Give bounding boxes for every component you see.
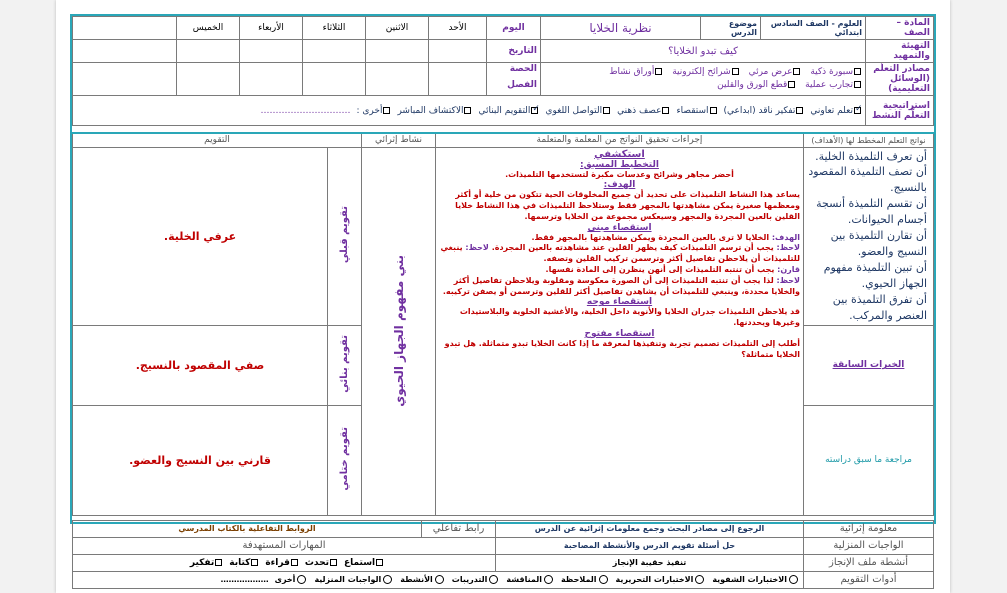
evaluation-type-2: تقويم ختامي xyxy=(339,426,350,491)
strategy-checkbox[interactable] xyxy=(662,107,669,114)
tool-radio[interactable] xyxy=(297,575,306,584)
lesson-plan-frame xyxy=(70,14,936,586)
compare-text: يجب أن تنتبه التلميذات إلى أنهن ينظرن إلى المادة نفسها. xyxy=(545,265,775,275)
note1-label: لاحظ: xyxy=(776,243,800,253)
skill-checkbox[interactable] xyxy=(376,559,383,566)
goal-item: أن تقسم التلميذة أنسجة أجسام الحيوانات. xyxy=(816,197,927,227)
portfolio-label: أنشطة ملف الإنجاز xyxy=(804,554,934,571)
activity-cell xyxy=(362,147,436,515)
skill-option xyxy=(305,558,338,568)
guided-title: استقصاء مبني xyxy=(587,222,652,233)
resource-item: قطع الورق والقلين xyxy=(717,80,788,90)
tool-option xyxy=(506,575,555,584)
skill-label: استماع xyxy=(343,557,376,568)
directed-title: استقصاء موجه xyxy=(586,297,653,308)
tool-radio[interactable] xyxy=(789,575,798,584)
resources-list xyxy=(541,63,866,96)
day-header-3: الثلاثاء xyxy=(303,17,366,40)
note2-text: ينبغي للتلميذات أن يلاحظن تفاصيل أكثر وترسمن تركيب القلين وتصفه. xyxy=(440,243,800,264)
activity-text: بني مفهوم الجهاز الحيوي xyxy=(391,255,406,407)
strategies-list xyxy=(73,96,866,126)
tool-label: التدريبات xyxy=(451,575,488,585)
tool-other-dots: ……………… xyxy=(220,575,269,585)
goals-column-header: نواتج التعلم المخطط لها (الأهداف) xyxy=(804,133,934,147)
period-label: الحصة xyxy=(509,64,537,74)
tool-label: الملاحظة xyxy=(560,575,597,585)
resource-checkbox[interactable] xyxy=(793,68,800,75)
strategy-label: الاكتشاف المباشر xyxy=(397,105,464,116)
evaluation-column-header: التقويم xyxy=(73,133,362,147)
footer-table xyxy=(72,520,934,589)
evaluation-type-1: تقويم بنائي xyxy=(339,334,350,393)
tool-option xyxy=(400,575,446,584)
strategy-other-dots: ………………………… xyxy=(260,105,351,116)
skill-option xyxy=(229,558,259,568)
guided-goal-text: الخلايا لا ترى بالعين المجردة ويمكن مشاهدتها بالمجهر فقط. xyxy=(531,232,770,242)
strategy-checkbox[interactable] xyxy=(464,107,471,114)
evaluation-question-1: صفي المقصود بالنسيج. xyxy=(73,325,328,405)
tool-option xyxy=(275,575,309,584)
resource-checkbox[interactable] xyxy=(854,68,861,75)
homework-value: حل أسئلة تقويم الدرس والأنشطة المصاحبة xyxy=(496,537,804,554)
goal-text: يساعد هذا النشاط التلميذات على تحديد أن جميع المخلوقات الحية تتكون من خلية أو أكثر ومعظمها صغيرة يمكن مشاهدتها بالمجهر فقط وستلاحظ التلميذات في هذا النشاط خلايا القلين بالعين المجردة والمجهر وسيعكس مجموعة من الخلايا وترسمها. xyxy=(455,190,800,221)
tool-option xyxy=(712,575,800,584)
subject-value: العلوم - الصف السادس ابتدائي xyxy=(761,17,866,40)
day-header-2: الاثنين xyxy=(366,17,429,40)
strategy-label: تفكير ناقد (ابداعي) xyxy=(723,105,796,116)
enrichment-value: الرجوع إلى مصادر البحث وجمع معلومات إثرائية عن الدرس xyxy=(496,520,804,537)
day-header-4: الأربعاء xyxy=(240,17,303,40)
note2-label: لاحظ: xyxy=(465,243,489,253)
tool-radio[interactable] xyxy=(599,575,608,584)
tool-label: الواجبات المنزلية xyxy=(314,575,382,585)
page-sheet xyxy=(56,0,950,593)
strategy-checkbox[interactable] xyxy=(796,107,803,114)
resource-item: أوراق نشاط xyxy=(609,66,655,77)
guided-goal-label: الهدف: xyxy=(771,232,800,242)
tool-option xyxy=(561,575,610,584)
strategy-checkbox[interactable] xyxy=(531,107,538,114)
goal-item: أن تفرق التلميذة بين العنصر والمركب. xyxy=(832,292,927,322)
resource-checkbox[interactable] xyxy=(732,68,739,75)
strategy-checkbox[interactable] xyxy=(603,107,610,114)
strategy-checkbox[interactable] xyxy=(383,107,390,114)
goals-cell xyxy=(804,147,934,325)
strategy-label: عصف ذهني xyxy=(617,105,662,116)
evaluation-question-0: عرفي الخلية. xyxy=(73,147,328,325)
evaluation-type-cell xyxy=(328,147,362,325)
evaluation-question-2: قارني بين النسيج والعضو. xyxy=(73,405,328,515)
strategy-option xyxy=(545,106,611,116)
tool-label: المناقشة xyxy=(506,575,542,585)
resource-item: سبورة ذكية xyxy=(810,66,853,77)
day-header-1: الأحد xyxy=(429,17,487,40)
goal-item: أن تعرف التلميذة الخلية. xyxy=(815,149,927,163)
tool-option xyxy=(314,575,394,584)
note3-text: لذا يجب أن تنتبه التلميذات إلى أن الصورة معكوسة ومقلوبة ويلاحظن تفاصيل أكثر والخلايا محددة، وينبغي للتلميذات أن يشاهدن تفاصيل أكثر للقلين وترسمن أو يصفن تركيبه. xyxy=(442,275,800,296)
tool-radio[interactable] xyxy=(544,575,553,584)
resource-item: تجارب عملية xyxy=(805,80,853,90)
strategy-label: التواصل اللغوي xyxy=(545,105,603,116)
skill-option xyxy=(344,558,384,568)
goal-title: الهدف: xyxy=(603,180,636,191)
skills-label: المهارات المستهدفة xyxy=(73,537,496,554)
enrichment-label: معلومة إثرائية xyxy=(804,520,934,537)
skill-checkbox[interactable] xyxy=(330,559,337,566)
strategies-label: استراتيجية التعلّم النشط xyxy=(866,96,934,126)
tool-label: أخرى xyxy=(274,575,296,585)
tool-radio[interactable] xyxy=(489,575,498,584)
lesson-value: نظرية الخلايا xyxy=(541,17,701,40)
evaluation-type-cell xyxy=(328,325,362,405)
prior-label: الخبرات السابقة xyxy=(804,325,934,405)
tool-label: الاختبارات التحريرية xyxy=(615,575,694,585)
strategy-checkbox[interactable] xyxy=(710,107,717,114)
skill-label: كتابة xyxy=(229,557,251,568)
strategy-label: استقصاء xyxy=(676,105,709,116)
main-table xyxy=(72,132,934,516)
strategy-option xyxy=(724,106,805,116)
goal-item: أن تقارن التلميذة بين النسيج والعضو. xyxy=(830,229,927,259)
skill-checkbox[interactable] xyxy=(291,559,298,566)
interactive-value[interactable]: الروابط التفاعلية بالكتاب المدرسي xyxy=(73,520,422,537)
skill-checkbox[interactable] xyxy=(251,559,258,566)
open-title: استقصاء مفتوح xyxy=(584,329,655,340)
skill-label: تفكير xyxy=(189,557,215,568)
resources-label: مصادر التعلّم (الوسائل التعليمية) xyxy=(866,63,934,96)
procedures-column-header: إجراءات تحقيق النواتج من المعلمة والمتعلمة xyxy=(436,133,804,147)
skill-option xyxy=(190,558,223,568)
skill-option xyxy=(265,558,299,568)
goal-item: أن تبين التلميذة مفهوم الجهاز الحيوي. xyxy=(823,261,927,290)
goal-item: أن تصف التلميذة المقصود بالنسيج. xyxy=(808,165,927,195)
interactive-label: رابط تفاعلي xyxy=(422,520,496,537)
strategy-option xyxy=(810,106,862,116)
tools-label: أدوات التقويم xyxy=(804,571,934,588)
day-header-5: الخميس xyxy=(177,17,240,40)
tool-option xyxy=(616,575,707,584)
explore-heading: استكشفي xyxy=(594,148,645,160)
planning-text: أحضر مجاهر وشرائح وعدسات مكبرة لتستخدمها التلميذات. xyxy=(505,169,734,179)
tool-option xyxy=(452,575,501,584)
homework-label: الواجبات المنزلية xyxy=(804,537,934,554)
compare-label: قارن: xyxy=(777,265,800,275)
tool-radio[interactable] xyxy=(383,575,392,584)
strategy-option xyxy=(397,106,472,116)
lesson-label: موضوع الدرس xyxy=(701,17,761,40)
resource-item: شرائح إلكترونية xyxy=(672,66,731,77)
strategy-label: تعلم تعاوني xyxy=(810,105,853,116)
tool-radio[interactable] xyxy=(695,575,704,584)
strategy-label: التقويم البنائي xyxy=(478,105,531,116)
class-label: الفصل xyxy=(507,80,537,90)
evaluation-type-0: تقويم قبلي xyxy=(339,206,350,264)
subject-label: المادة – الصف xyxy=(866,17,934,40)
resource-checkbox[interactable] xyxy=(854,81,861,88)
note1-text: يجب أن ترسم التلميذات كيف يظهر القلين عند مشاهدته بالعين المجردة. xyxy=(491,243,774,253)
header-table xyxy=(72,16,934,126)
strategy-option xyxy=(356,106,391,116)
intro-value: كيف تبدو الخلايا؟ xyxy=(541,40,866,63)
note3-label: لاحظ: xyxy=(776,275,800,285)
intro-label: التهيئة والتمهيد xyxy=(866,40,934,63)
skills-list xyxy=(73,554,496,571)
skill-label: تحدث xyxy=(304,557,329,568)
resource-checkbox[interactable] xyxy=(655,68,662,75)
strategy-option xyxy=(617,106,670,116)
skill-checkbox[interactable] xyxy=(215,559,222,566)
prior-value: مراجعة ما سبق دراسته xyxy=(804,405,934,515)
strategy-option xyxy=(478,106,539,116)
evaluation-type-cell xyxy=(328,405,362,515)
tools-list xyxy=(73,571,804,588)
tool-radio[interactable] xyxy=(435,575,444,584)
strategy-option xyxy=(676,106,717,116)
resource-item: عرض مرئي xyxy=(748,66,793,77)
portfolio-value: تنفيذ حقيبة الإنجاز xyxy=(496,554,804,571)
tool-label: الاختبارات الشفوية xyxy=(712,575,787,585)
tool-label: الأنشطة xyxy=(400,575,433,585)
date-label: التاريخ xyxy=(487,40,541,63)
strategy-checkbox[interactable] xyxy=(854,107,861,114)
resource-checkbox[interactable] xyxy=(788,81,795,88)
activity-column-header: نشاط إثرائي xyxy=(362,133,436,147)
day-header-0: اليوم xyxy=(487,17,541,40)
strategy-label: أخرى : xyxy=(356,105,383,116)
open-text: أطلب إلى التلميذات تصميم تجربة وتنفيذها لمعرفة ما إذا كانت الخلايا تبدو متماثلة. هل تبدو الخلايا متماثلة؟ xyxy=(444,339,800,359)
procedures-cell xyxy=(436,147,804,515)
directed-text: قد يلاحظن التلميذات جدران الخلايا والأنوية داخل الخلية، والأغشية الخلوية والبلاستيدات وغيرها ويحددنها. xyxy=(459,307,800,328)
planning-title: التخطيط المسبق: xyxy=(580,159,659,170)
skill-label: قراءة xyxy=(265,557,290,568)
